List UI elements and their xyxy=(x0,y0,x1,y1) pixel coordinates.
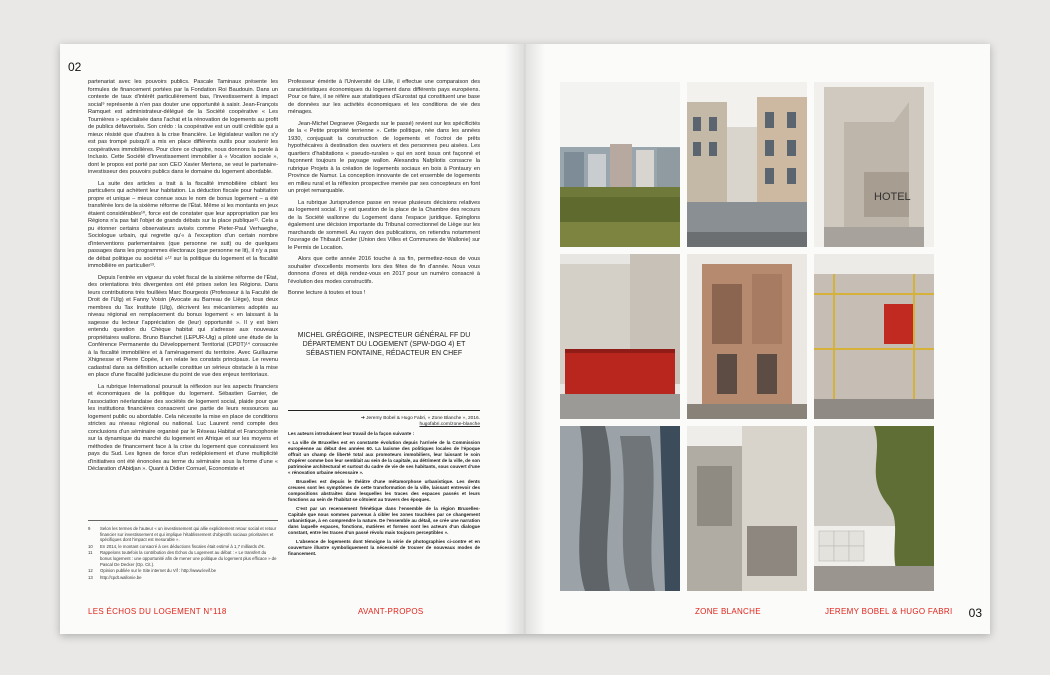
magazine-spread xyxy=(60,44,990,634)
running-footer-magazine: LES ÉCHOS DU LOGEMENT N°118 xyxy=(88,607,227,616)
paragraph: Bonne lecture à toutes et tous ! xyxy=(288,290,366,296)
photo-image xyxy=(814,254,934,419)
inset-rule xyxy=(288,410,480,411)
photo-scaffold-wall xyxy=(814,254,934,419)
editorial-signature: MICHEL GRÉGOIRE, INSPECTEUR GÉNÉRAL FF DU DÉPARTEMENT DU LOGEMENT (SPW-DGO 4) ET SÉBASTIEN FONTAINE, RÉDACTEUR EN CHEF xyxy=(297,332,471,357)
inset-paragraph: C'est par un recensement frénétique dans l'ensemble de la région Bruxelles-Capitale que nous sommes parvenus à cibler les zones touchées par ce changement urbanistique, à en comprendre la nature. De l'ensemble au détail, se crée une narration dans laquelle espaces, fonctions, matières et formes sont les acteurs d'un dialogue constant, entre les traces d'un passé révolu mais toujours perceptibles ». xyxy=(288,506,480,535)
paragraph: Alors que cette année 2016 touche à sa fin, permettez-nous de vous souhaiter d'excellents moments lors des fêtes de fin d'année. Nous vous donnons d'ores et déjà rendez-vous en 2017 pour un numéro consacré à l'évolution des modes constructifs. xyxy=(288,256,480,285)
footnote: 9 Selon les termes de l'auteur « un investissement qui allie explicitement retour social et retour financier sur investissement et qui implique l'établissement d'objectifs sociaux prioritaires et spécifiques dont l'impact est mesurable ». xyxy=(88,526,277,543)
paragraph: partenariat avec les pouvoirs publics. Pascale Taminaux présente les formules de financement portées par la Fondation Roi Baudouin. Dans un contexte de taux d'intérêt particulièrement bas, l'investissement à impact social⁹ représente à n'en pas douter une opportunité à saisir. Jean-François Ramquet est administrateur-délégué de la Société coopérative « Les Tournières » spécialisée dans l'achat et la rénovation de logements au profit de publics défavorisés. Son crédo : la coopérative est un outil crédible qui a mieux résisté que d'autres à la crise financière. Le législateur wallon ne s'y est pas trompé puisqu'il a mis en place différents outils pour soutenir les coopératives immobilières. Pour clore ce chapitre, nous donnons la parole à Inclusio. Cette Société d'Investissement immobilier à « Vocation sociale », dont le propos est porté par son CEO Xavier Mertens, se veut le partenaire-investisseur des pouvoirs publics dans le domaine du logement abordable. xyxy=(88,79,278,175)
inset-paragraph: Les auteurs introduisent leur travail de la façon suivante : xyxy=(288,431,415,436)
inset-paragraph: Bruxelles est depuis le théâtre d'une métamorphose urbanistique. Les dents creuses sont les symptômes de cette transformation de la ville, laissant entrevoir des compositions abstraites dans lesquelles les traces des espaces passés et leurs fonctions au sein de l'habitat se côtoient au travers des époques. xyxy=(288,479,480,502)
photo-credit-url: hugofabri.com/zone-blanche xyxy=(419,422,480,427)
right-page xyxy=(525,44,990,634)
running-footer-series: ZONE BLANCHE xyxy=(695,607,761,616)
photo-image xyxy=(560,82,680,247)
paragraph: La rubrique International poursuit la réflexion sur les aspects financiers et économiques de la politique du logement. Sébastien Garnier, de l'association néerlandaise des sociétés de logement social, plaide pour que les institutions financières consacrent une partie de leurs ressources au logement public ou abordable. Cela nécessite la mise en place de conditions strictes au niveau régional ou national. Luc Laurent rend compte des conclusions d'un séminaire organisé par le Réseau Habitat et Francophonie sur la dynamique du marché du logement en Afrique et sur les moyens et méthodes de financement face à la crise du logement que connaissent les pays du Sud. Les lignes de force d'un redéploiement et d'une multiplicité d'initiatives ont été énoncées au terme du séminaire sous la forme d'une « Déclaration d'Abidjan ». Quant à Didier Cornuel, Economiste et xyxy=(88,383,278,472)
text-column-2 xyxy=(288,79,480,302)
photo-image xyxy=(814,426,934,591)
text-column-1 xyxy=(88,79,278,478)
running-footer-section: AVANT-PROPOS xyxy=(358,607,424,616)
photo-image xyxy=(560,426,680,591)
photo-red-hoarding xyxy=(560,254,680,419)
photo-brussels-lot-grass xyxy=(560,82,680,247)
photo-brick-ruin xyxy=(687,254,807,419)
left-page xyxy=(60,44,525,634)
photo-image xyxy=(687,254,807,419)
photo-image xyxy=(814,82,934,247)
photo-credit-inset xyxy=(288,416,480,560)
inset-paragraph: « La ville de Bruxelles est en constante évolution depuis l'arrivée de la Commission européenne au début des années 60. La laxisme des politiques locales de l'époque offrait un champ de liberté total aux promoteurs immobiliers, leur laissant le soin d'opérer comme bon leur semblait au sein de la capitale, au détriment de la ville, de son patrimoine architectural et surtout du cadre de vie de ses habitants, sous couvert d'une « rénovation urbaine nécessaire ». xyxy=(288,440,480,475)
footnote: 11 Rappelons toutefois la contribution des Échos du Logement au débat : « Le transfert du bonus logement : une opportunité afin de mener une politique du logement plus efficace » de Pascal De Decker (Op. Cit.). xyxy=(88,550,277,567)
footnote: 10 En 2014, le montant consacré à ces déductions fiscales était estimé à 1,7 milliards d'€. xyxy=(88,543,265,549)
paragraph: La rubrique Jurisprudence passe en revue plusieurs décisions relatives au logement social. Il y est question de la place de la Chambre des recours de la Société wallonne du Logement dans l'espace juridique. Epinglons également une décision importante du Tribunal correctionnel de Liège sur les marchands de sommeil. Au rayon des publications, on retiendra notamment l'ouvrage de Thibault Ceder (Union des Villes et Communes de Wallonie) sur le Permis de Location. xyxy=(288,199,480,251)
inset-paragraph: L'absence de logements dont témoigne la série de photographies ci-contre et en couverture illustre symboliquement la nécessité de trouver de nouveaux modes de financement. xyxy=(288,539,480,556)
page-number-right: 03 xyxy=(968,606,982,620)
photo-hotel-wall xyxy=(814,82,934,247)
photo-image xyxy=(560,254,680,419)
photo-ivy-tiles xyxy=(814,426,934,591)
photo-image xyxy=(687,426,807,591)
paragraph: Jean-Michel Degraeve (Regards sur le passé) revient sur les spécificités de la « Petite propriété terrienne ». Cette politique, née dans les années 1930, conjuguait la construction de logements et l'octroi de prêts hypothécaires à destination des ouvriers et des personnes peu aisées. Les quartiers d'habitations « pseudo-rurales » qui en sont issus ont façonné et façonnent toujours le paysage wallon. Alexandra Nafpliotis consacre la rubrique Projets à la création de logements sociaux en bois à Pontaury en Province de Namur. La conception innovante de cet ensemble de logements en milieu rural et la réflexion prospective menée par ses concepteurs en font un projet remarquable. xyxy=(288,120,480,194)
footnote: 12 Opinion publiée sur le Site internet du Vif : http://www.levif.be xyxy=(88,568,217,574)
paragraph: La suite des articles a trait à la fiscalité immobilière ciblant les particuliers qui achètent leur habitation. La déduction fiscale pour habitation propre et unique – mieux connue sous le nom de bonus logement – a été transférée lors de la sixième réforme de l'État. Même si les montants en jeux étaient considérables¹⁰, force est de constater que leur appropriation par les Régions n'a pas fait l'objet de grands débats sur la place publique¹¹. Cela a pu étonner certains observateurs avisés comme Pieter-Paul Verhaeghe, Sociologue urbain, qui regrette qu'« à l'exception d'un certain nombre d'interventions parlementaires (que personne ne suit) ou de quelques passages dans les programmes électoraux (que personne ne lit), il n'y a pas de débat politique ou sociétal »¹² sur la politique du logement et la fiscalité immobilière en particulier¹³. xyxy=(88,180,278,269)
paragraph: Professeur émérite à l'Université de Lille, il effectue une comparaison des caractéristiques économiques du logement dans différents pays européens. Pour ce faire, il se réfère aux statistiques d'Eurostat qui constituent une base de données sur les activités économiques et les conditions de vie des ménages. xyxy=(288,79,480,115)
footnote-rule xyxy=(88,520,278,521)
photo-image xyxy=(687,82,807,247)
photo-demolition-sky xyxy=(687,426,807,591)
photo-credit-line: ➔ Jeremy Bobel & Hugo Fabri, « Zone Blanche », 2016. xyxy=(360,416,480,421)
photo-wall-sculpture xyxy=(560,426,680,591)
svg-text:HOTEL: HOTEL xyxy=(874,191,911,203)
photo-row-facades xyxy=(687,82,807,247)
photo-grid xyxy=(560,82,935,582)
paragraph: Depuis l'entrée en vigueur du volet fiscal de la sixième réforme de l'État, des orientations très divergentes ont été prises selon les Régions. Dans leurs contributions très fouillées Marc Bourgeois (Professeur à la Faculté de Droit de l'Ulg) et Fanny Voisin (Avocate au Barreau de Liège), tous deux membres du Tax Institute (Ulg), décrivent les mécanismes adoptés au niveau régional en remplacement du bonus logement « en laissant à la sagesse du lecteur l'appréciation de (leur) opportunité ». Il y est bien entendu question du Chèque habitat qui s'adresse aux nouveaux propriétaires wallons. Bruno Bianchet (LEPUR-Ulg) a piloté une étude de la Conférence Permanente du Développement Territorial (CPDT)¹⁴ consacrée à la fiscalité immobilière et à l'aménagement du territoire. Avec Guillaume Xhignesse et Pierre Copée, il en relate les constats principaux. Le revenu cadastral dans sa définition actuelle constitue un sérieux obstacle à la mise en place d'une fiscalité judicieuse du point de vue des enjeux territoriaux. xyxy=(88,274,278,378)
running-footer-photographers: JEREMY BOBEL & HUGO FABRI xyxy=(825,607,953,616)
page-number-left: 02 xyxy=(68,60,82,74)
footnote: 13 http://cpdt.wallonie.be xyxy=(88,574,142,580)
footnotes xyxy=(88,526,278,581)
